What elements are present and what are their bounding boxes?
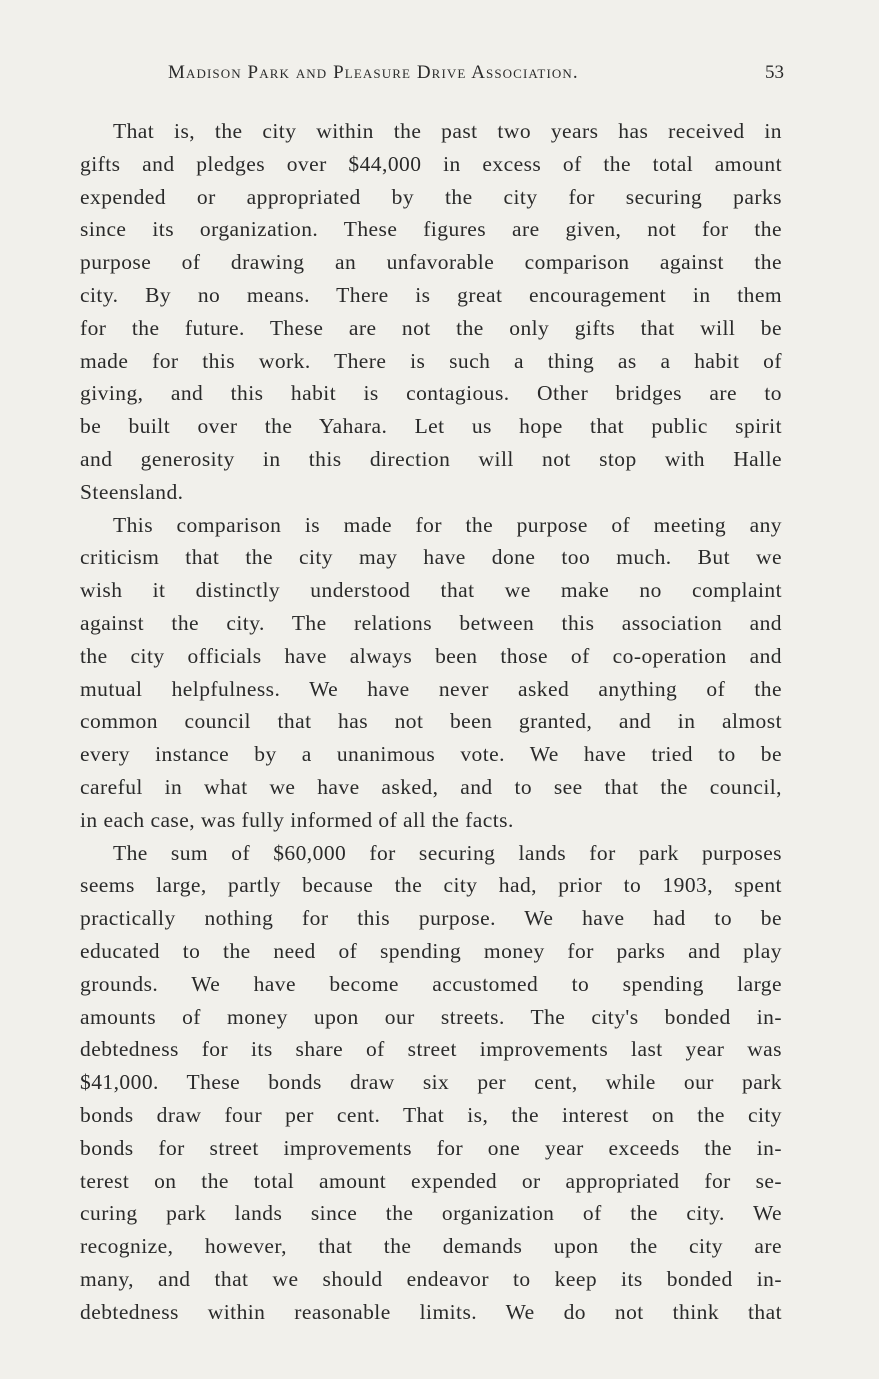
text-line: in each case, was fully informed of all the facts. (80, 807, 514, 832)
text-line: recognize, however, that the demands upon the city are (80, 1234, 782, 1259)
text-line: expended or appropriated by the city for securing parks (80, 184, 782, 209)
text-line: The sum of $60,000 for securing lands for park purposes (113, 840, 782, 865)
text-line: common council that has not been granted, and in almost (80, 709, 782, 734)
text-line: against the city. The relations between this association and (80, 610, 782, 635)
text-line: every instance by a unanimous vote. We have tried to be (80, 742, 782, 767)
text-line: gifts and pledges over $44,000 in excess of the total amount (80, 151, 782, 176)
text-line: practically nothing for this purpose. We have had to be (80, 906, 782, 931)
text-line: grounds. We have become accustomed to spending large (80, 971, 782, 996)
text-line: terest on the total amount expended or appropriated for se- (80, 1168, 782, 1193)
text-line: This comparison is made for the purpose of meeting any (113, 512, 782, 537)
text-line: educated to the need of spending money for parks and play (80, 938, 782, 963)
text-line: debtedness within reasonable limits. We do not think that (80, 1299, 782, 1324)
text-line: be built over the Yahara. Let us hope that public spirit (80, 414, 782, 439)
text-line: many, and that we should endeavor to keep its bonded in- (80, 1266, 782, 1291)
text-line: purpose of drawing an unfavorable comparison against the (80, 250, 782, 275)
text-line: $41,000. These bonds draw six per cent, while our park (80, 1070, 782, 1095)
text-line: wish it distinctly understood that we make no complaint (80, 578, 782, 603)
text-line: and generosity in this direction will not stop with Halle (80, 446, 782, 471)
text-line: for the future. These are not the only gifts that will be (80, 315, 782, 340)
text-line: criticism that the city may have done too much. But we (80, 545, 782, 570)
text-line: the city officials have always been those of co-operation and (80, 643, 782, 668)
text-line: seems large, partly because the city had, prior to 1903, spent (80, 873, 782, 898)
running-head (80, 62, 784, 92)
text-line: debtedness for its share of street improvements last year was (80, 1037, 782, 1062)
text-line: curing park lands since the organization of the city. We (80, 1201, 782, 1226)
running-title: Madison Park and Pleasure Drive Association. (168, 62, 579, 83)
body-text (80, 115, 782, 1328)
page-number: 53 (765, 62, 784, 83)
text-line: amounts of money upon our streets. The city's bonded in- (80, 1004, 782, 1029)
text-line: Steensland. (80, 479, 184, 504)
text-line: bonds for street improvements for one year exceeds the in- (80, 1135, 782, 1160)
text-line: made for this work. There is such a thing as a habit of (80, 348, 782, 373)
text-line: city. By no means. There is great encouragement in them (80, 282, 782, 307)
text-line: careful in what we have asked, and to see that the council, (80, 774, 782, 799)
text-line: bonds draw four per cent. That is, the interest on the city (80, 1102, 782, 1127)
text-line: since its organization. These figures are given, not for the (80, 217, 782, 242)
text-line: giving, and this habit is contagious. Other bridges are to (80, 381, 782, 406)
text-line: That is, the city within the past two years has received in (113, 119, 782, 143)
text-line: mutual helpfulness. We have never asked anything of the (80, 676, 782, 701)
